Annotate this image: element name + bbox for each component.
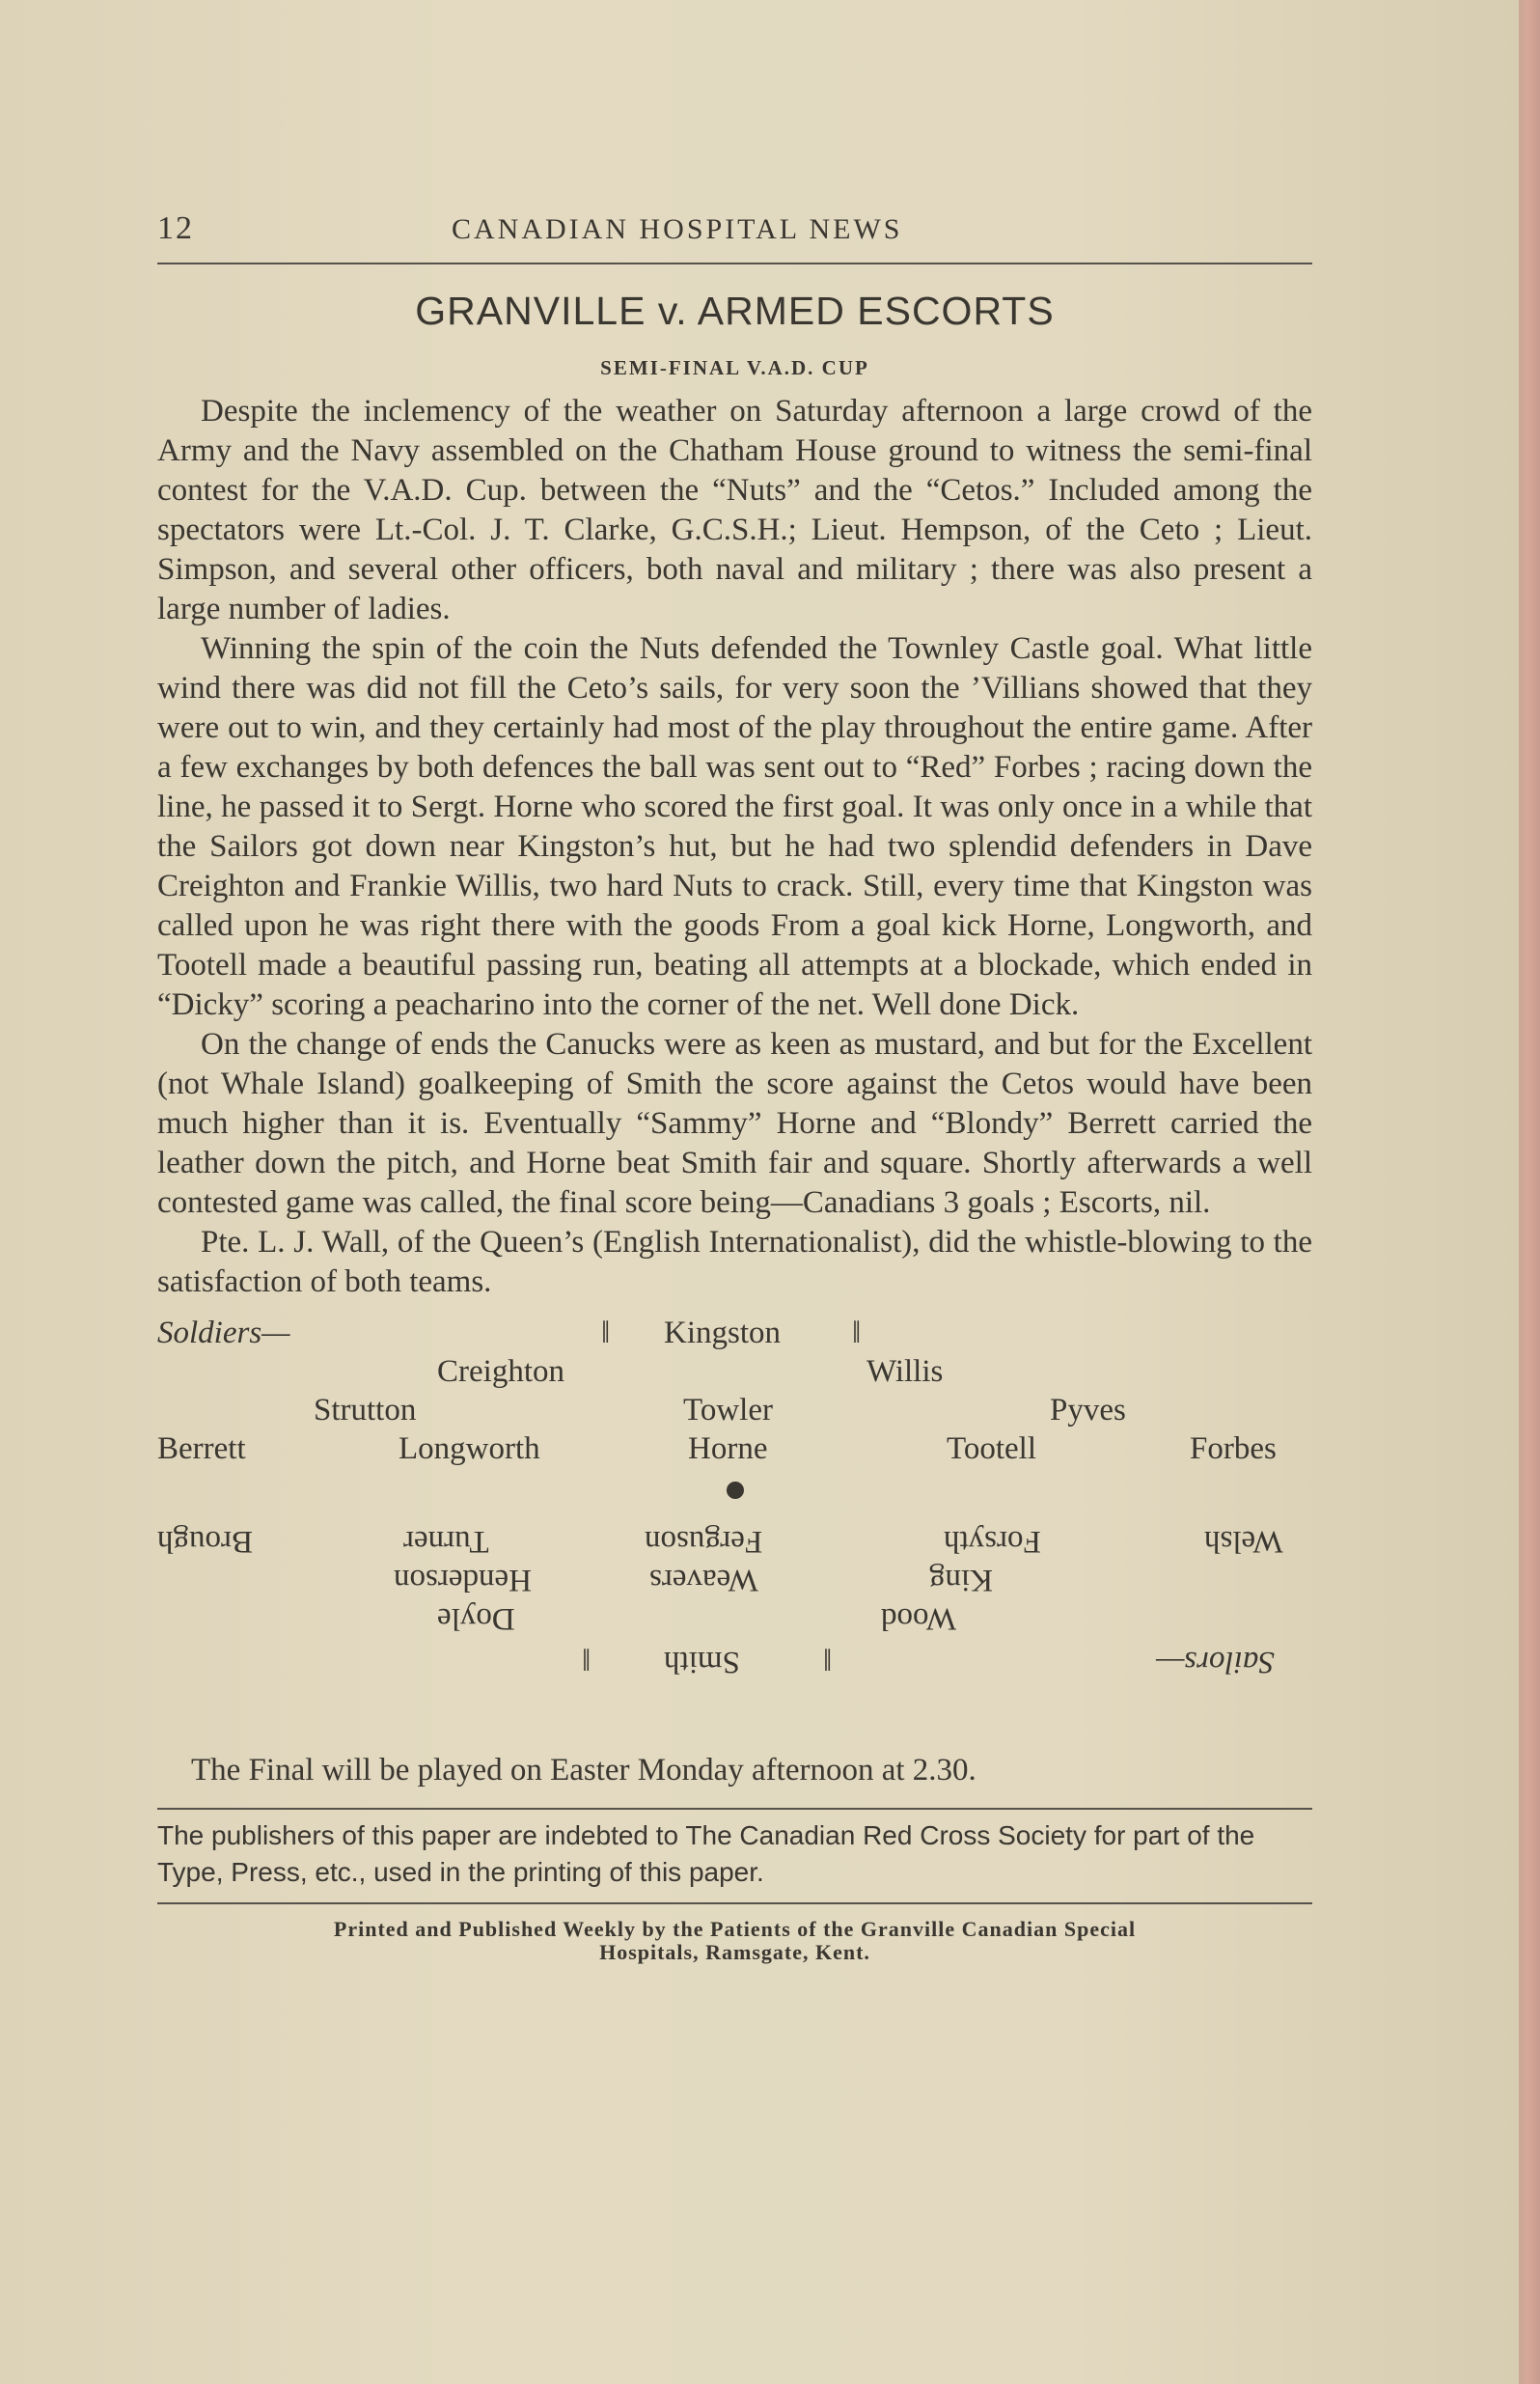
soldiers-forward: Forbes <box>1190 1431 1277 1467</box>
article-body <box>157 392 1312 1302</box>
paragraph: Despite the inclemency of the weather on Saturday afternoon a large crowd of the Army and the Navy assembled on the Chatham House ground to witness the semi-final contest for the V.A.D. Cup. between the “Nuts” and the “Cetos.” Included among the spectators were Lt.-Col. J. T. Clarke, G.C.S.H.; Lieut. Hempson, of the Ceto ; Lieut. Simpson, and several other officers, both naval and military ; there was also present a large number of ladies. <box>157 394 1312 627</box>
notice-rule <box>157 1808 1312 1810</box>
soldiers-back: Creighton <box>437 1354 564 1390</box>
soldiers-forward: Tootell <box>947 1431 1037 1467</box>
paragraph: Pte. L. J. Wall, of the Queen’s (English Internationalist), did the whistle-blowing to the satisfaction of both teams. <box>157 1225 1312 1300</box>
imprint-line: Hospitals, Ramsgate, Kent. <box>599 1940 870 1965</box>
imprint-rule <box>157 1902 1312 1904</box>
final-announcement: The Final will be played on Easter Monday afternoon at 2.30. <box>191 1753 976 1788</box>
soldiers-forward: Longworth <box>399 1431 540 1467</box>
soldiers-back: Willis <box>866 1354 944 1390</box>
page-edge <box>1519 0 1540 2384</box>
soldiers-half: Strutton <box>314 1393 417 1428</box>
team-lineups: Soldiers— ‖ Kingston ‖ Creighton Willis Strutton Towler Pyves Berrett Longworth Horne Tootell Forbes Brough Turner Ferguson Forsyth Welsh Henderson Weavers King Doyle Wood ‖ Smith ‖ Sailors— <box>157 1316 1283 1680</box>
page-content <box>157 210 1312 1964</box>
article-title: GRANVILLE v. ARMED ESCORTS <box>415 289 1055 333</box>
paragraph: Winning the spin of the coin the Nuts defended the Townley Castle goal. What little wind there was did not fill the Ceto’s sails, for very soon the ’Villians showed that they were out to win, and they certainly had most of the play throughout the entire game. After a few exchanges by both defences the ball was sent out to “Red” Forbes ; racing down the line, he passed it to Sergt. Horne who scored the first goal. It was only once in a while that the Sailors got down near Kingston’s hut, but he had two splendid defenders in Dave Creighton and Frankie Willis, two hard Nuts to crack. Still, every time that Kingston was called upon he was right there with the goods From a goal kick Horne, Longworth, and Tootell made a beautiful passing run, beating all attempts at a blockade, which ended in “Dicky” scoring a peacharino into the corner of the net. Well done Dick. <box>157 631 1312 1023</box>
soldiers-half: Towler <box>683 1393 773 1428</box>
page-number: 12 <box>157 210 194 246</box>
soldiers-goalkeeper: Kingston <box>664 1316 782 1351</box>
goal-bar: ‖ <box>601 1316 611 1351</box>
imprint <box>157 1918 1312 1964</box>
soldiers-half: Pyves <box>1050 1393 1126 1428</box>
soldiers-forward: Horne <box>688 1431 768 1467</box>
imprint-line: Printed and Published Weekly by the Patients of the Granville Canadian Special <box>333 1917 1137 1942</box>
article-subtitle: SEMI-FINAL V.A.D. CUP <box>600 356 869 380</box>
running-title: CANADIAN HOSPITAL NEWS <box>452 213 903 245</box>
goal-bar: ‖ <box>823 1644 833 1679</box>
soldiers-label: Soldiers— <box>157 1316 290 1351</box>
goal-bar: ‖ <box>582 1644 591 1679</box>
header-rule <box>157 263 1312 264</box>
publishers-notice: The publishers of this paper are indebted to The Canadian Red Cross Society for part of the Type, Press, etc., used in the printing of this paper. <box>157 1820 1255 1888</box>
soldiers-forward: Berrett <box>157 1431 246 1467</box>
paragraph: On the change of ends the Canucks were as keen as mustard, and but for the Excellent (not Whale Island) goalkeeping of Smith the score against the Cetos would have been much higher than it is. Eventually “Sammy” Horne and “Blondy” Berrett carried the leather down the pitch, and Horne beat Smith fair and square. Shortly afterwards a well contested game was called, the final score being—Canadians 3 goals ; Escorts, nil. <box>157 1027 1312 1221</box>
goal-bar: ‖ <box>852 1316 862 1351</box>
page-header <box>157 210 1312 253</box>
